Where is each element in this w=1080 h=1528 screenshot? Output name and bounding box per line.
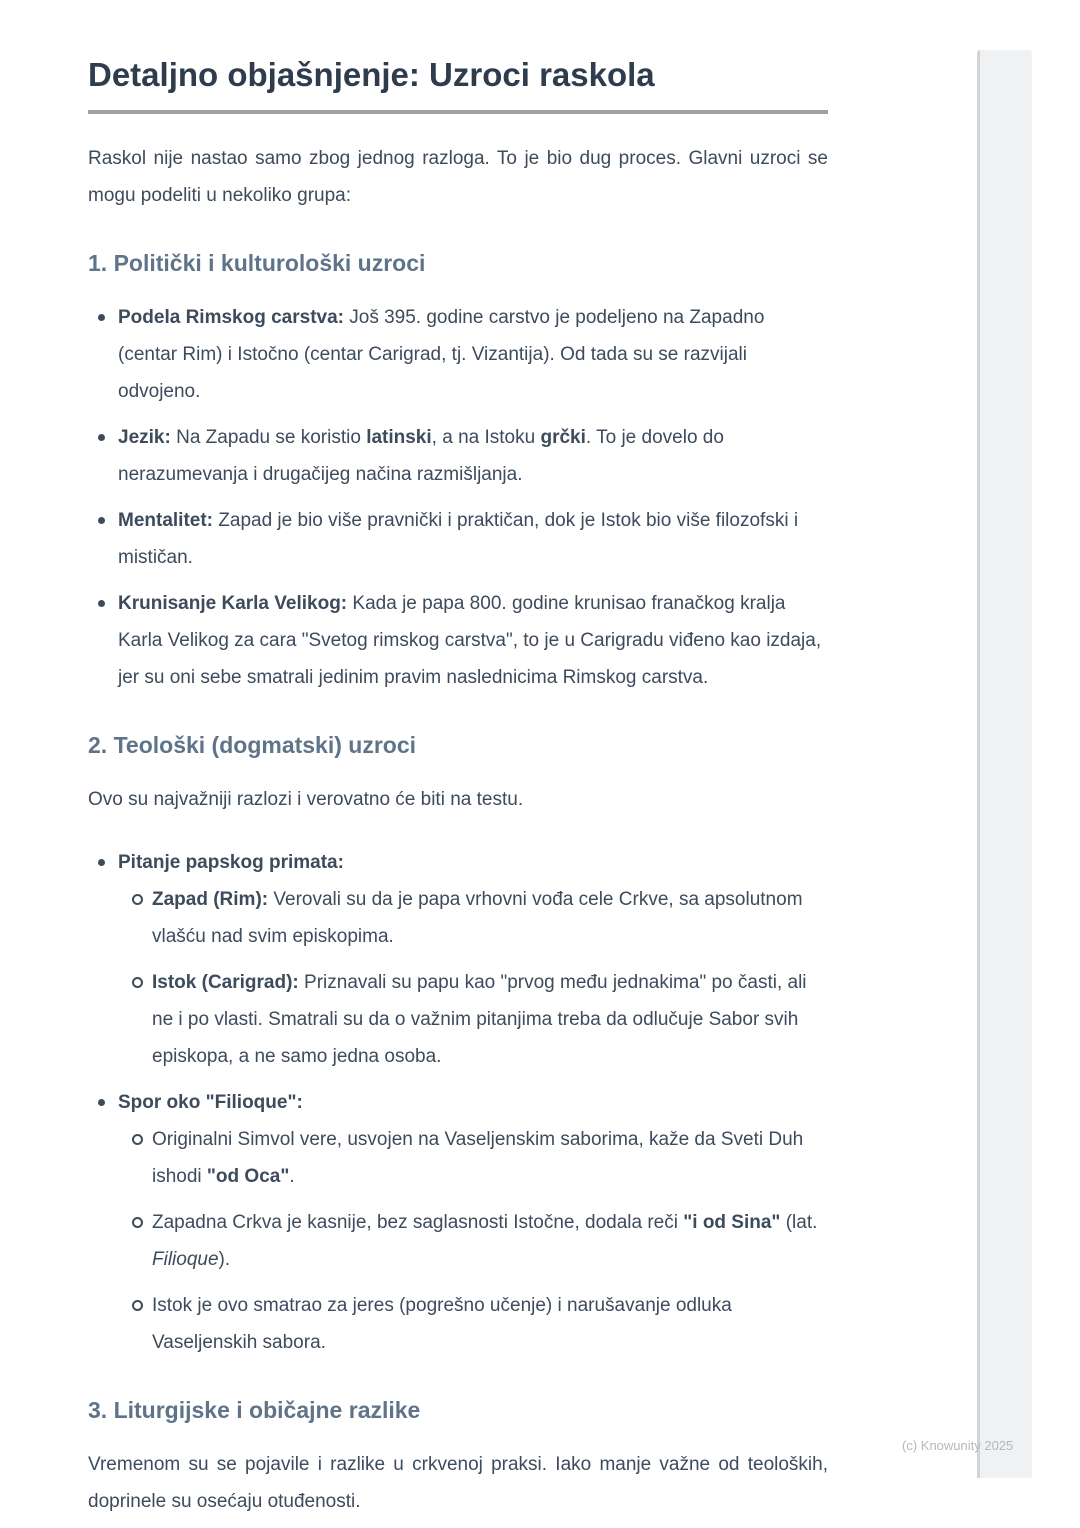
bold-run: Krunisanje Karla Velikog: <box>118 593 348 614</box>
text-run: (lat. <box>780 1212 818 1233</box>
section-3-lead: Vremenom su se pojavile i razlike u crkvenoj praksi. Iako manje važne od teoloških, doprinele su osećaju otuđenosti. <box>88 1454 828 1512</box>
list-item <box>88 1084 828 1361</box>
section-2-lead: Ovo su najvažniji razlozi i verovatno će biti na testu. <box>88 789 524 810</box>
list-item <box>88 585 828 696</box>
text-run: Priznavali su papu kao "prvog među jednakima" po časti, ali ne i po vlasti. Smatrali su da o važnim pitanjima treba da odlučuje Sabor svih episkopa, a ne samo jedna osoba. <box>152 972 807 1067</box>
list-item <box>88 299 828 410</box>
bold-run: Jezik: <box>118 427 171 448</box>
list-item <box>118 881 828 955</box>
bold-run: Istok (Carigrad): <box>152 972 299 993</box>
intro-paragraph: Raskol nije nastao samo zbog jednog razloga. To je bio dug proces. Glavni uzroci se mogu podeliti u nekoliko grupa: <box>88 148 828 206</box>
text-run: Istok je ovo smatrao za jeres (pogrešno učenje) i narušavanje odluka Vaseljenskih sabora. <box>152 1295 732 1353</box>
bold-run: "od Oca" <box>206 1166 290 1187</box>
text-run: Zapad je bio više pravnički i praktičan, dok je Istok bio više filozofski i mističan. <box>118 510 799 568</box>
list-item <box>118 1287 828 1361</box>
text-run: Zapadna Crkva je kasnije, bez saglasnosti Istočne, dodala reči <box>152 1212 684 1233</box>
list-item <box>118 1121 828 1195</box>
text-run: , a na Istoku <box>431 427 541 448</box>
nested-list <box>118 881 828 1075</box>
text-run: . <box>289 1166 295 1187</box>
section-1-heading: 1. Politički i kulturološki uzroci <box>88 250 426 276</box>
bold-run: Pitanje papskog primata: <box>118 852 344 873</box>
section-1-list <box>88 299 828 696</box>
bold-run: Mentalitet: <box>118 510 213 531</box>
page-edge-strip <box>977 50 1032 1478</box>
list-item <box>118 1204 828 1278</box>
bold-run: "i od Sina" <box>683 1212 781 1233</box>
document-body <box>88 0 828 1520</box>
text-run: ). <box>218 1249 231 1270</box>
page-title: Detaljno objašnjenje: Uzroci raskola <box>88 52 828 114</box>
bold-run: Zapad (Rim): <box>152 889 269 910</box>
italic-run: Filioque <box>152 1249 219 1270</box>
bold-run: grčki <box>540 427 586 448</box>
text-run: Još 395. godine carstvo je podeljeno na Zapadno (centar Rim) i Istočno (centar Carigrad, tj. Vizantija). Od tada su se razvijali odvojeno. <box>118 307 765 402</box>
copyright-watermark: (c) Knowunity 2025 <box>902 1438 1014 1453</box>
list-item <box>88 502 828 576</box>
bold-run: Podela Rimskog carstva: <box>118 307 344 328</box>
section-2-list <box>88 844 828 1361</box>
section-3-heading: 3. Liturgijske i običajne razlike <box>88 1397 421 1423</box>
text-run: Verovali su da je papa vrhovni vođa cele Crkve, sa apsolutnom vlašću nad svim episkopima. <box>152 889 803 947</box>
list-item <box>88 844 828 1075</box>
list-item <box>88 419 828 493</box>
text-run: Originalni Simvol vere, usvojen na Vaseljenskim saborima, kaže da Sveti Duh ishodi <box>152 1129 804 1187</box>
bold-run: Spor oko "Filioque": <box>118 1092 303 1113</box>
section-2-heading: 2. Teološki (dogmatski) uzroci <box>88 732 417 758</box>
list-item <box>118 964 828 1075</box>
bold-run: latinski <box>366 427 432 448</box>
text-run: Na Zapadu se koristio <box>170 427 367 448</box>
nested-list <box>118 1121 828 1361</box>
text-run: Kada je papa 800. godine krunisao franačkog kralja Karla Velikog za cara "Svetog rimskog carstva", to je u Carigradu viđeno kao izdaja, jer su oni sebe smatrali jedinim pravim naslednicima Rimskog carstva. <box>118 593 822 688</box>
text-run: . To je dovelo do nerazumevanja i drugačijeg načina razmišljanja. <box>118 427 724 485</box>
